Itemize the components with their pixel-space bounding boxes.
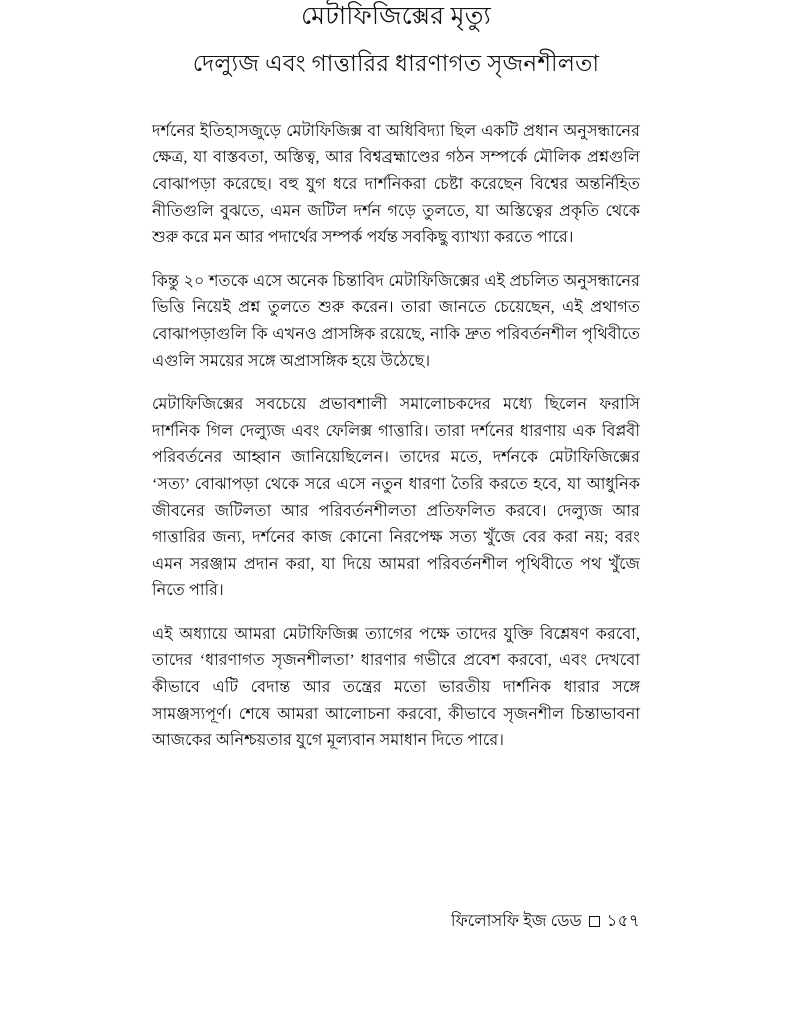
footer-book-title: ফিলোসফি ইজ ডেড	[450, 911, 582, 930]
page-content	[152, 0, 640, 755]
paragraph: এই অধ্যায়ে আমরা মেটাফিজিক্স ত্যাগের পক্ষে তাদের যুক্তি বিশ্লেষণ করবো, তাদের ‘ধারণাগত সৃজনশীলতা’ ধারণার গভীরে প্রবেশ করবো, এবং দেখবো কীভাবে এটি বেদান্ত আর তন্ত্রের মতো ভারতীয় দার্শনিক ধারার সঙ্গে সামঞ্জস্যপূর্ণ। শেষে আমরা আলোচনা করবো, কীভাবে সৃজনশীল চিন্তাভাবনা আজকের অনিশ্চয়তার যুগে মূল্যবান সমাধান দিতে পারে।	[152, 625, 640, 750]
chapter-title: মেটাফিজিক্সের মৃত্যু	[301, 3, 491, 30]
chapter-subtitle: দেল্যুজ এবং গাত্তারির ধারণাগত সৃজনশীলতা	[192, 50, 600, 76]
paragraph: কিন্তু ২০ শতকে এসে অনেক চিন্তাবিদ মেটাফিজিক্সের এই প্রচলিত অনুসন্ধানের ভিত্তি নিয়েই প্রশ্ন তুলতে শুরু করেন। তারা জানতে চেয়েছেন, এই প্রথাগত বোঝাপড়াগুলি কি এখনও প্রাসঙ্গিক রয়েছে, নাকি দ্রুত পরিবর্তনশীল পৃথিবীতে এগুলি সময়ের সঙ্গে অপ্রাসঙ্গিক হয়ে উঠেছে।	[152, 272, 640, 370]
hollow-square-icon	[589, 916, 600, 927]
paragraph: দর্শনের ইতিহাসজুড়ে মেটাফিজিক্স বা অধিবিদ্যা ছিল একটি প্রধান অনুসন্ধানের ক্ষেত্র, যা বাস্তবতা, অস্তিত্ব, আর বিশ্বব্রহ্মাণ্ডের গঠন সম্পর্কে মৌলিক প্রশ্নগুলি বোঝাপড়া করেছে। বহু যুগ ধরে দার্শনিকরা চেষ্টা করেছেন বিশ্বের অন্তর্নিহিত নীতিগুলি বুঝতে, এমন জটিল দর্শন গড়ে তুলতে, যা অস্তিত্বের প্রকৃতি থেকে শুরু করে মন আর পদার্থের সম্পর্ক পর্যন্ত সবকিছু ব্যাখ্যা করতে পারে।	[152, 122, 640, 247]
page-footer	[152, 908, 640, 934]
page-number: ১৫৭	[606, 911, 640, 930]
paragraph: মেটাফিজিক্সের সবচেয়ে প্রভাবশালী সমালোচকদের মধ্যে ছিলেন ফরাসি দার্শনিক গিল দেল্যুজ এবং ফেলিক্স গাত্তারি। তারা দর্শনের ধারণায় এক বিপ্লবী পরিবর্তনের আহ্বান জানিয়েছিলেন। তাদের মতে, দর্শনকে মেটাফিজিক্সের ‘সত্য’ বোঝাপড়া থেকে সরে এসে নতুন ধারণা তৈরি করতে হবে, যা আধুনিক জীবনের জটিলতা আর পরিবর্তনশীলতা প্রতিফলিত করবে। দেল্যুজ আর গাত্তারির জন্য, দর্শনের কাজ কোনো নিরপেক্ষ সত্য খুঁজে বের করা নয়; বরং এমন সরঞ্জাম প্রদান করা, যা দিয়ে আমরা পরিবর্তনশীল পৃথিবীতে পথ খুঁজে নিতে পারি।	[152, 396, 640, 600]
chapter-heading	[152, 0, 640, 79]
body-text	[152, 119, 640, 755]
